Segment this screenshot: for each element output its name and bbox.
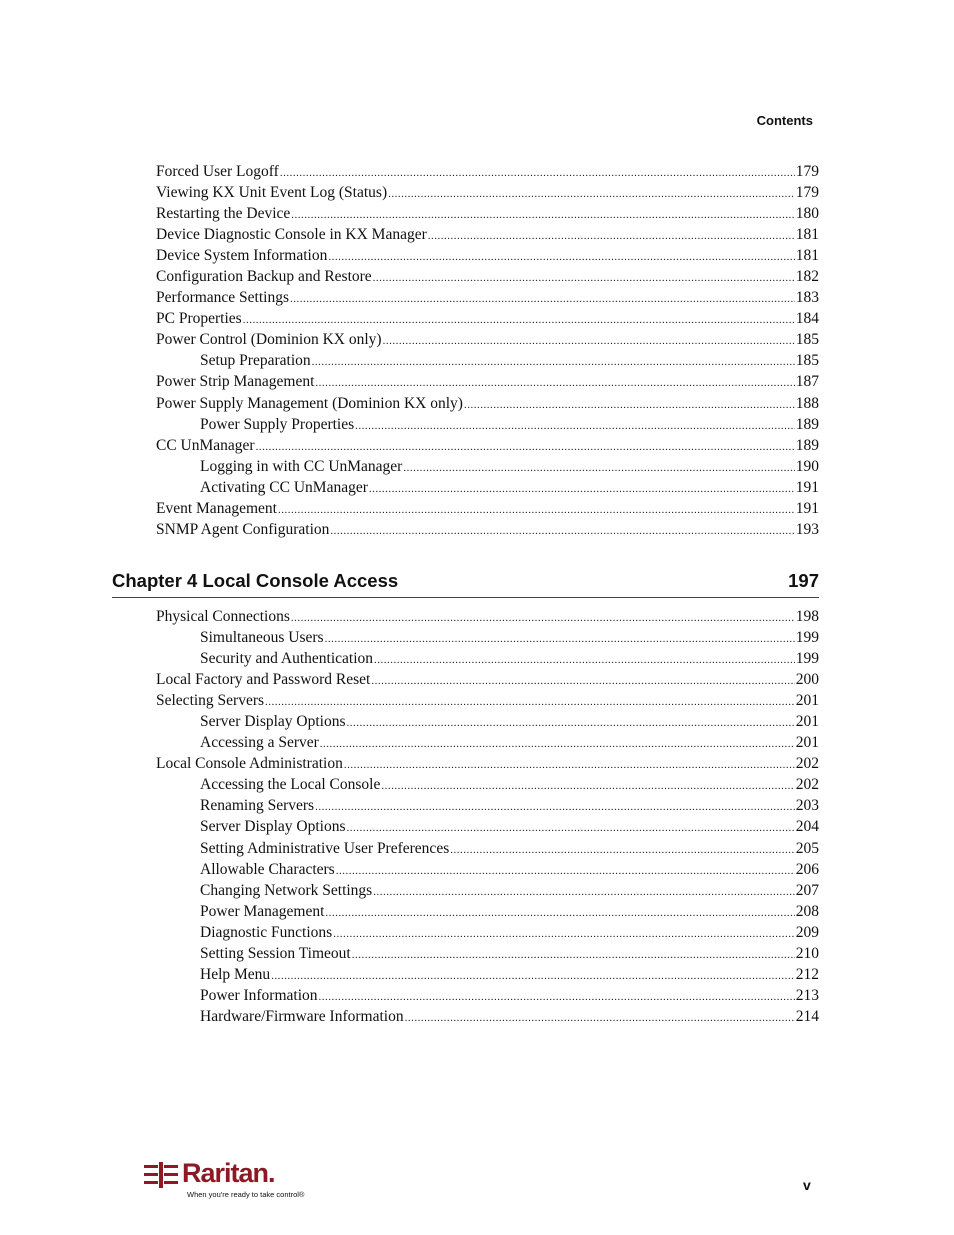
toc-entry-page: 199 [795, 650, 819, 668]
toc-dot-leader [383, 331, 795, 352]
toc-dot-leader [347, 713, 795, 734]
toc-entry[interactable] [156, 266, 819, 287]
toc-entry[interactable] [156, 287, 819, 308]
toc-list-top [156, 161, 819, 540]
chapter-title: Chapter 4 Local Console Access [112, 570, 399, 591]
toc-entry-title: Setting Session Timeout [200, 944, 351, 962]
toc-entry-page: 181 [795, 247, 819, 265]
toc-entry-title: Power Supply Management (Dominion KX only) [156, 394, 463, 412]
toc-dot-leader [333, 924, 795, 945]
raritan-logo [144, 1158, 344, 1202]
toc-entry[interactable] [156, 350, 819, 371]
toc-entry[interactable] [156, 753, 819, 774]
toc-entry[interactable] [156, 245, 819, 266]
toc-dot-leader [388, 184, 795, 205]
toc-entry-title: Power Supply Properties [200, 415, 355, 433]
toc-entry[interactable] [156, 308, 819, 329]
toc-entry-page: 201 [795, 692, 819, 710]
toc-entry-page: 189 [795, 415, 819, 433]
toc-dot-leader [371, 671, 794, 692]
toc-entry-title: Power Management [200, 902, 325, 920]
toc-dot-leader [315, 797, 795, 818]
toc-entry-title: Accessing the Local Console [200, 776, 381, 794]
toc-entry[interactable] [156, 414, 819, 435]
toc-dot-leader [280, 163, 795, 184]
toc-entry-title: Activating CC UnManager [200, 478, 368, 496]
toc-entry-page: 189 [795, 436, 819, 454]
toc-entry-title: Selecting Servers [156, 692, 265, 710]
toc-entry-page: 203 [795, 797, 819, 815]
toc-entry-title: Device Diagnostic Console in KX Manager [156, 226, 427, 244]
running-header: Contents [756, 113, 813, 128]
toc-entry-page: 198 [795, 608, 819, 625]
toc-entry[interactable] [156, 456, 819, 477]
toc-entry[interactable] [156, 774, 819, 795]
toc-entry-page: 191 [795, 478, 819, 496]
toc-entry[interactable] [156, 880, 819, 901]
toc-entry-title: Power Strip Management [156, 373, 315, 391]
toc-entry-page: 185 [795, 352, 819, 370]
toc-entry-page: 190 [795, 457, 819, 475]
raritan-logo-mark [144, 1162, 180, 1188]
toc-entry[interactable] [156, 435, 819, 456]
toc-dot-leader [320, 734, 795, 755]
toc-dot-leader [265, 692, 795, 713]
toc-entry[interactable] [156, 964, 819, 985]
toc-dot-leader [374, 650, 795, 671]
toc-entry-title: PC Properties [156, 310, 242, 328]
toc-entry-title: Server Display Options [200, 713, 346, 731]
toc-dot-leader [381, 776, 794, 797]
toc-entry[interactable] [156, 519, 819, 540]
toc-entry-title: Help Menu [200, 965, 271, 983]
toc-entry[interactable] [156, 648, 819, 669]
toc-entry[interactable] [156, 606, 819, 627]
toc-entry-title: Setting Administrative User Preferences [200, 839, 450, 857]
toc-entry-title: Performance Settings [156, 289, 290, 307]
toc-dot-leader [328, 247, 794, 268]
toc-entry[interactable] [156, 922, 819, 943]
toc-entry[interactable] [156, 203, 819, 224]
toc-entry-title: Simultaneous Users [200, 629, 324, 647]
toc-entry-title: Hardware/Firmware Information [200, 1007, 404, 1025]
toc-entry-page: 207 [795, 881, 819, 899]
toc-dot-leader [403, 458, 794, 479]
toc-entry[interactable] [156, 838, 819, 859]
toc-entry-title: CC UnManager [156, 436, 255, 454]
toc-entry-page: 212 [795, 965, 819, 983]
toc-dot-leader [325, 903, 794, 924]
toc-entry-page: 182 [795, 268, 819, 286]
toc-entry[interactable] [156, 901, 819, 922]
toc-entry-title: Forced User Logoff [156, 163, 279, 180]
toc-entry-page: 214 [795, 1007, 819, 1025]
toc-entry-page: 202 [795, 776, 819, 794]
toc-dot-leader [330, 521, 794, 542]
toc-entry-page: 208 [795, 902, 819, 920]
toc-dot-leader [373, 882, 795, 903]
toc-entry[interactable] [156, 711, 819, 732]
toc-entry[interactable] [156, 669, 819, 690]
toc-dot-leader [405, 1008, 795, 1029]
toc-list-bottom [156, 606, 819, 1027]
toc-entry-page: 213 [795, 986, 819, 1004]
toc-entry-page: 185 [795, 331, 819, 349]
toc-dot-leader [319, 987, 795, 1008]
toc-entry-title: Setup Preparation [200, 352, 311, 370]
toc-dot-leader [369, 479, 795, 500]
toc-entry-page: 209 [795, 923, 819, 941]
toc-dot-leader [344, 755, 795, 776]
toc-dot-leader [312, 352, 795, 373]
toc-entry-title: Restarting the Device [156, 205, 291, 223]
toc-entry-page: 193 [795, 520, 819, 538]
toc-entry[interactable] [156, 690, 819, 711]
toc-dot-leader [373, 268, 795, 289]
toc-dot-leader [243, 310, 795, 331]
toc-entry[interactable] [156, 182, 819, 203]
toc-entry-title: SNMP Agent Configuration [156, 520, 330, 538]
toc-entry[interactable] [156, 371, 819, 392]
toc-dot-leader [278, 500, 795, 521]
toc-entry[interactable] [156, 985, 819, 1006]
toc-entry-title: Server Display Options [200, 818, 346, 836]
chapter-heading[interactable] [112, 570, 819, 598]
page-number: v [803, 1177, 811, 1193]
toc-entry-page: 201 [795, 713, 819, 731]
toc-entry-title: Local Console Administration [156, 755, 343, 773]
toc-dot-leader [291, 205, 794, 226]
toc-entry[interactable] [156, 795, 819, 816]
toc-entry-page: 204 [795, 818, 819, 836]
toc-dot-leader [256, 437, 795, 458]
toc-dot-leader [336, 861, 795, 882]
toc-entry-page: 183 [795, 289, 819, 307]
toc-entry-page: 191 [795, 499, 819, 517]
toc-entry-page: 206 [795, 860, 819, 878]
toc-entry[interactable] [156, 224, 819, 245]
toc-dot-leader [347, 818, 795, 839]
toc-entry[interactable] [156, 329, 819, 350]
toc-entry-title: Changing Network Settings [200, 881, 373, 899]
toc-entry-title: Power Information [200, 986, 318, 1004]
toc-entry-title: Security and Authentication [200, 650, 374, 668]
toc-entry-page: 180 [795, 205, 819, 223]
toc-dot-leader [428, 226, 795, 247]
toc-entry-title: Local Factory and Password Reset [156, 671, 371, 689]
toc-entry-title: Device System Information [156, 247, 328, 265]
toc-entry-page: 181 [795, 226, 819, 244]
toc-entry-title: Event Management [156, 499, 277, 517]
toc-entry-page: 188 [795, 394, 819, 412]
toc-entry-page: 184 [795, 310, 819, 328]
toc-entry-title: Logging in with CC UnManager [200, 457, 403, 475]
toc-entry[interactable] [156, 627, 819, 648]
toc-entry-title: Renaming Servers [200, 797, 315, 815]
toc-entry-page: 205 [795, 839, 819, 857]
toc-entry[interactable] [156, 943, 819, 964]
toc-entry-title: Physical Connections [156, 608, 290, 625]
toc-entry-title: Accessing a Server [200, 734, 319, 752]
toc-entry-title: Configuration Backup and Restore [156, 268, 372, 286]
toc-entry-title: Power Control (Dominion KX only) [156, 331, 382, 349]
toc-entry-page: 179 [795, 184, 819, 202]
toc-entry[interactable] [156, 161, 819, 182]
toc-entry-page: 201 [795, 734, 819, 752]
toc-entry-page: 187 [795, 373, 819, 391]
toc-dot-leader [291, 608, 795, 629]
toc-entry[interactable] [156, 498, 819, 519]
toc-dot-leader [315, 373, 794, 394]
toc-dot-leader [290, 289, 795, 310]
toc-entry-page: 179 [795, 163, 819, 180]
toc-dot-leader [352, 945, 795, 966]
toc-entry[interactable] [156, 859, 819, 880]
toc-entry[interactable] [156, 393, 819, 414]
toc-entry-title: Allowable Characters [200, 860, 335, 878]
toc-entry-page: 210 [795, 944, 819, 962]
logo-wordmark: Raritan. [182, 1158, 275, 1188]
toc-entry[interactable] [156, 477, 819, 498]
toc-dot-leader [464, 395, 795, 416]
toc-dot-leader [271, 966, 795, 987]
toc-entry[interactable] [156, 816, 819, 837]
toc-entry-page: 199 [795, 629, 819, 647]
logo-tagline: When you're ready to take control® [187, 1190, 305, 1199]
chapter-page: 197 [788, 570, 819, 591]
toc-dot-leader [325, 629, 795, 650]
toc-entry[interactable] [156, 1006, 819, 1027]
toc-entry-page: 202 [795, 755, 819, 773]
toc-entry-title: Viewing KX Unit Event Log (Status) [156, 184, 388, 202]
toc-entry-title: Diagnostic Functions [200, 923, 333, 941]
toc-dot-leader [355, 416, 795, 437]
toc-entry[interactable] [156, 732, 819, 753]
toc-entry-page: 200 [795, 671, 819, 689]
toc-dot-leader [450, 840, 795, 861]
